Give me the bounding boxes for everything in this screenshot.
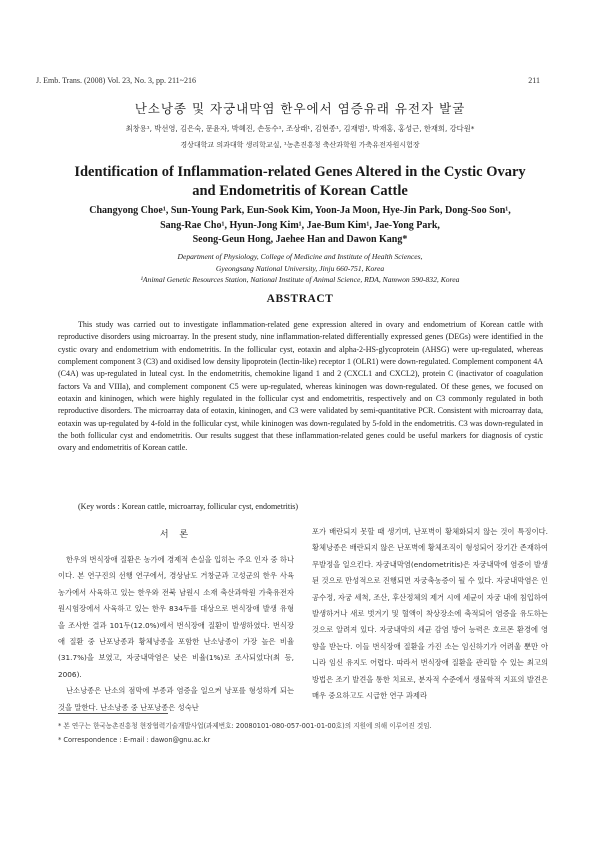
english-affiliation [30,251,570,286]
right-column [312,524,548,704]
korean-authors: 최창용¹, 박선영, 김은숙, 문윤자, 박혜진, 손동수¹, 조상래¹, 김현종¹, 김재범¹, 박재홍, 홍성근, 한재희, 강다원* [125,124,475,133]
affiliation-line: ¹Animal Genetic Resources Station, National Institute of Animal Science, RDA, Namwon 590-832, Korea [140,275,460,284]
paragraph [312,524,548,704]
korean-affiliation: 경상대학교 의과대학 생리학교실, ¹농촌진흥청 축산과학원 가축유전자원시험장 [180,141,420,149]
author-line: Sang-Rae Cho¹, Hyun-Jong Kim¹, Jae-Bum Kim¹, Jae-Yong Park, [160,219,440,231]
abstract-heading: ABSTRACT [266,293,334,305]
abstract-body [58,319,543,455]
correspondence-footnote: * Correspondence : E-mail : dawon@gnu.ac.kr [58,736,211,744]
english-title-line: Identification of Inflammation-related Genes Altered in the Cystic Ovary [74,164,526,180]
english-title [40,163,560,201]
page-number: 211 [528,76,540,85]
paragraph [58,552,294,683]
author-line: Seong-Geun Hong, Jaehee Han and Dawon Kang* [192,234,408,245]
keywords: (Key words : Korean cattle, microarray, follicular cyst, endometritis) [78,502,299,511]
paragraph [58,683,294,716]
journal-citation: J. Emb. Trans. (2008) Vol. 23, No. 3, pp. 211~216 [36,76,196,85]
korean-title: 난소낭종 및 자궁내막염 한우에서 염증유래 유전자 발굴 [134,101,466,116]
affiliation-line: Department of Physiology, College of Medicine and Institute of Health Sciences, [177,252,423,261]
footnote-divider [58,713,168,714]
left-column [58,552,294,716]
paragraph-text: 난소낭종은 난소의 점막에 부종과 염증을 일으켜 낭포를 형성하게 되는 것을 말한다. 난소낭종 중 난포낭종은 성숙난 [58,686,294,712]
english-authors [40,204,560,248]
paragraph-text: 포가 배란되지 못할 때 생기며, 난포벽이 황체화되지 않는 것이 특징이다. 황체낭종은 배란되지 않은 난포벽에 황체조직이 형성되어 장기간 존재하여 무발정을 일으킨다. 자궁내막염(endometritis)은 자궁내막에 염증이 발생된 것으로 만성적으로 진행되면 자궁축농증이 될 수 있다. 자궁내막염은 인공수정, 자궁 세척, 조산, 후산정체의 제거 시에 세균이 자궁 내에 침입하여 발생하거나 새로 벗겨기 및 혈액이 착상장소에 축적되어 염증을 유도하는 것으로 알려져 있다. 자궁내막의 세균 감염 방어 능력은 호르몬 환경에 영향을 받는다. 이들 번식장애 질환을 가진 소는 임신하기가 어려울 뿐만 아니라 임신 유지도 어렵다. 따라서 번식장애 질환을 관리할 수 있는 최고의 방법은 조기 발견을 통한 치료로, 분자적 수준에서 생물학적 지표의 발견은 매우 중요하고도 시급한 연구 과제라 [312,527,548,701]
introduction-heading: 서 론 [159,530,193,540]
paragraph-text: 한우의 번식장애 질환은 농가에 경제적 손실을 입히는 주요 인자 중 하나이다. 본 연구진의 선행 연구에서, 경상남도 거창군과 고성군의 한우 사육 농가에서 사육하고 있는 한우와 전북 남원시 소재 축산과학원 가축유전자원시험장에서 사육하고 있는 한우 834두를 대상으로 번식장애 발생 유형을 조사한 결과 101두(12.0%)에서 번식장애 질환이 발생하였다. 번식장애 질환 중 난포낭종과 황체낭종을 포함한 난소낭종이 가장 높은 비율(31.7%)을 보였고, 자궁내막염은 낮은 비율(1%)로 조사되었다(최 등, 2006). [58,555,294,679]
affiliation-line: Gyeongsang National University, Jinju 660-751, Korea [215,263,385,273]
author-line: Changyong Choe¹, Sun-Young Park, Eun-Sook Kim, Yoon-Ja Moon, Hye-Jin Park, Dong-Soo Son¹, [89,205,511,216]
abstract-text: This study was carried out to investigate inflammation-related gene expression altered in ovary and endometrium of Korean cattle with reproductive disorders using microarray. In the present study, nine inflammation-related differentially expressed genes (DEGs) were identified in the cystic ovary and endometrium with endometritis. In the follicular cyst, eotaxin and alpha-2-HS-glycoprotein (AHSG) were up-regulated, whereas complement component 3 (C3) and oxidised low density lipoprotein (lectin-like) receptor 1 (OLR1) were down-regulated. Complement component 4A (C4A) was up-regulated in luteal cyst. In the endometritis, chemokine ligand 1 and 2 (CXCL1 and CXCL2), protein C (inactivator of coagulation factors Va and VIIIa), and complement component C5 were up-regulated, whereas kininogen was down-regulated. Of these genes, we focused on eotaxin and kininogen, which were highly regulated in the follicular cyst and endometritis, respectively and on C3 commonly regulated in both reproductive disorders. The microarray data of eotaxin, kininogen, and C3 were validated by semi-quantitative PCR. Consistent with microarray data, eotaxin was up-regulated by 4-fold in the follicular cyst, while kininogen was down-regulated by 5-fold in the endometritis. C3 was down-regulated in the both follicular cyst and endometritis. Our results suggest that these inflammation-related genes could be useful markers for diagnosis of cystic ovary and endometritis of Korean cattle. [58,320,543,453]
english-title-line: and Endometritis of Korean Cattle [192,183,408,199]
funding-footnote: * 본 연구는 한국농촌진흥청 현장협력기술개발사업(과제번호: 20080101-080-057-001-01-00호)의 지원에 의해 이루어진 것임. [58,722,432,730]
